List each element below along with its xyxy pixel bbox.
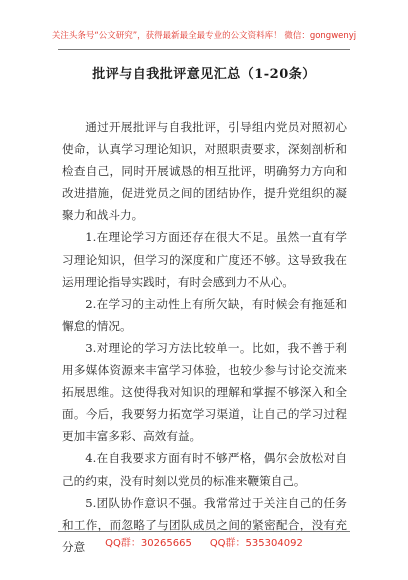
footer-qq-group-1: QQ群：30265665 [105, 538, 192, 549]
paragraph-item-1: 1.在理论学习方面还存在很大不足。虽然一直有学习理论知识，但学习的深度和广度还不够。这导致我在运用理论指导实践时，有时会感到力不从心。 [62, 230, 347, 289]
paragraph-intro: 通过开展批评与自我批评，引导组内党员对照初心使命，认真学习理论知识，对照职责要求，深刻剖析和检查自己，同时开展诚恳的相互批评，明确努力方向和改进措施，促进党员之间的团结协作，提升党组织的凝聚力和战斗力。 [62, 120, 347, 223]
paragraph-item-3: 3.对理论的学习方法比较单一。比如，我不善于利用多媒体资源来丰富学习体验，也较少参与讨论交流来拓展思维。这使得我对知识的理解和掌握不够深入和全面。今后，我要努力拓宽学习渠道，让自己的学习过程更加丰富多彩、高效有益。 [62, 340, 347, 444]
header-banner: 关注头条号“公文研究”，获得最新最全最专业的公文资料库！ 微信：gongwenyj [51, 31, 357, 41]
document-title: 批评与自我批评意见汇总（1-20条） [92, 67, 316, 82]
paragraph-item-4: 4.在自我要求方面有时不够严格，偶尔会放松对自己的约束，没有时刻以党员的标准来鞭策自己。 [62, 451, 347, 488]
document-body [62, 116, 347, 558]
paragraph-item-5: 5.团队协作意识不强。我常常过于关注自己的任务和工作，而忽略了与团队成员之间的紧密配合，没有充分意 [62, 495, 347, 554]
footer-qq-group-2: QQ群：535304092 [209, 538, 303, 549]
paragraph-item-2: 2.在学习的主动性上有所欠缺，有时候会有拖延和懈怠的情况。 [62, 296, 347, 333]
footer-contacts [0, 537, 408, 551]
footer-divider [58, 531, 350, 532]
header-divider [58, 49, 350, 50]
